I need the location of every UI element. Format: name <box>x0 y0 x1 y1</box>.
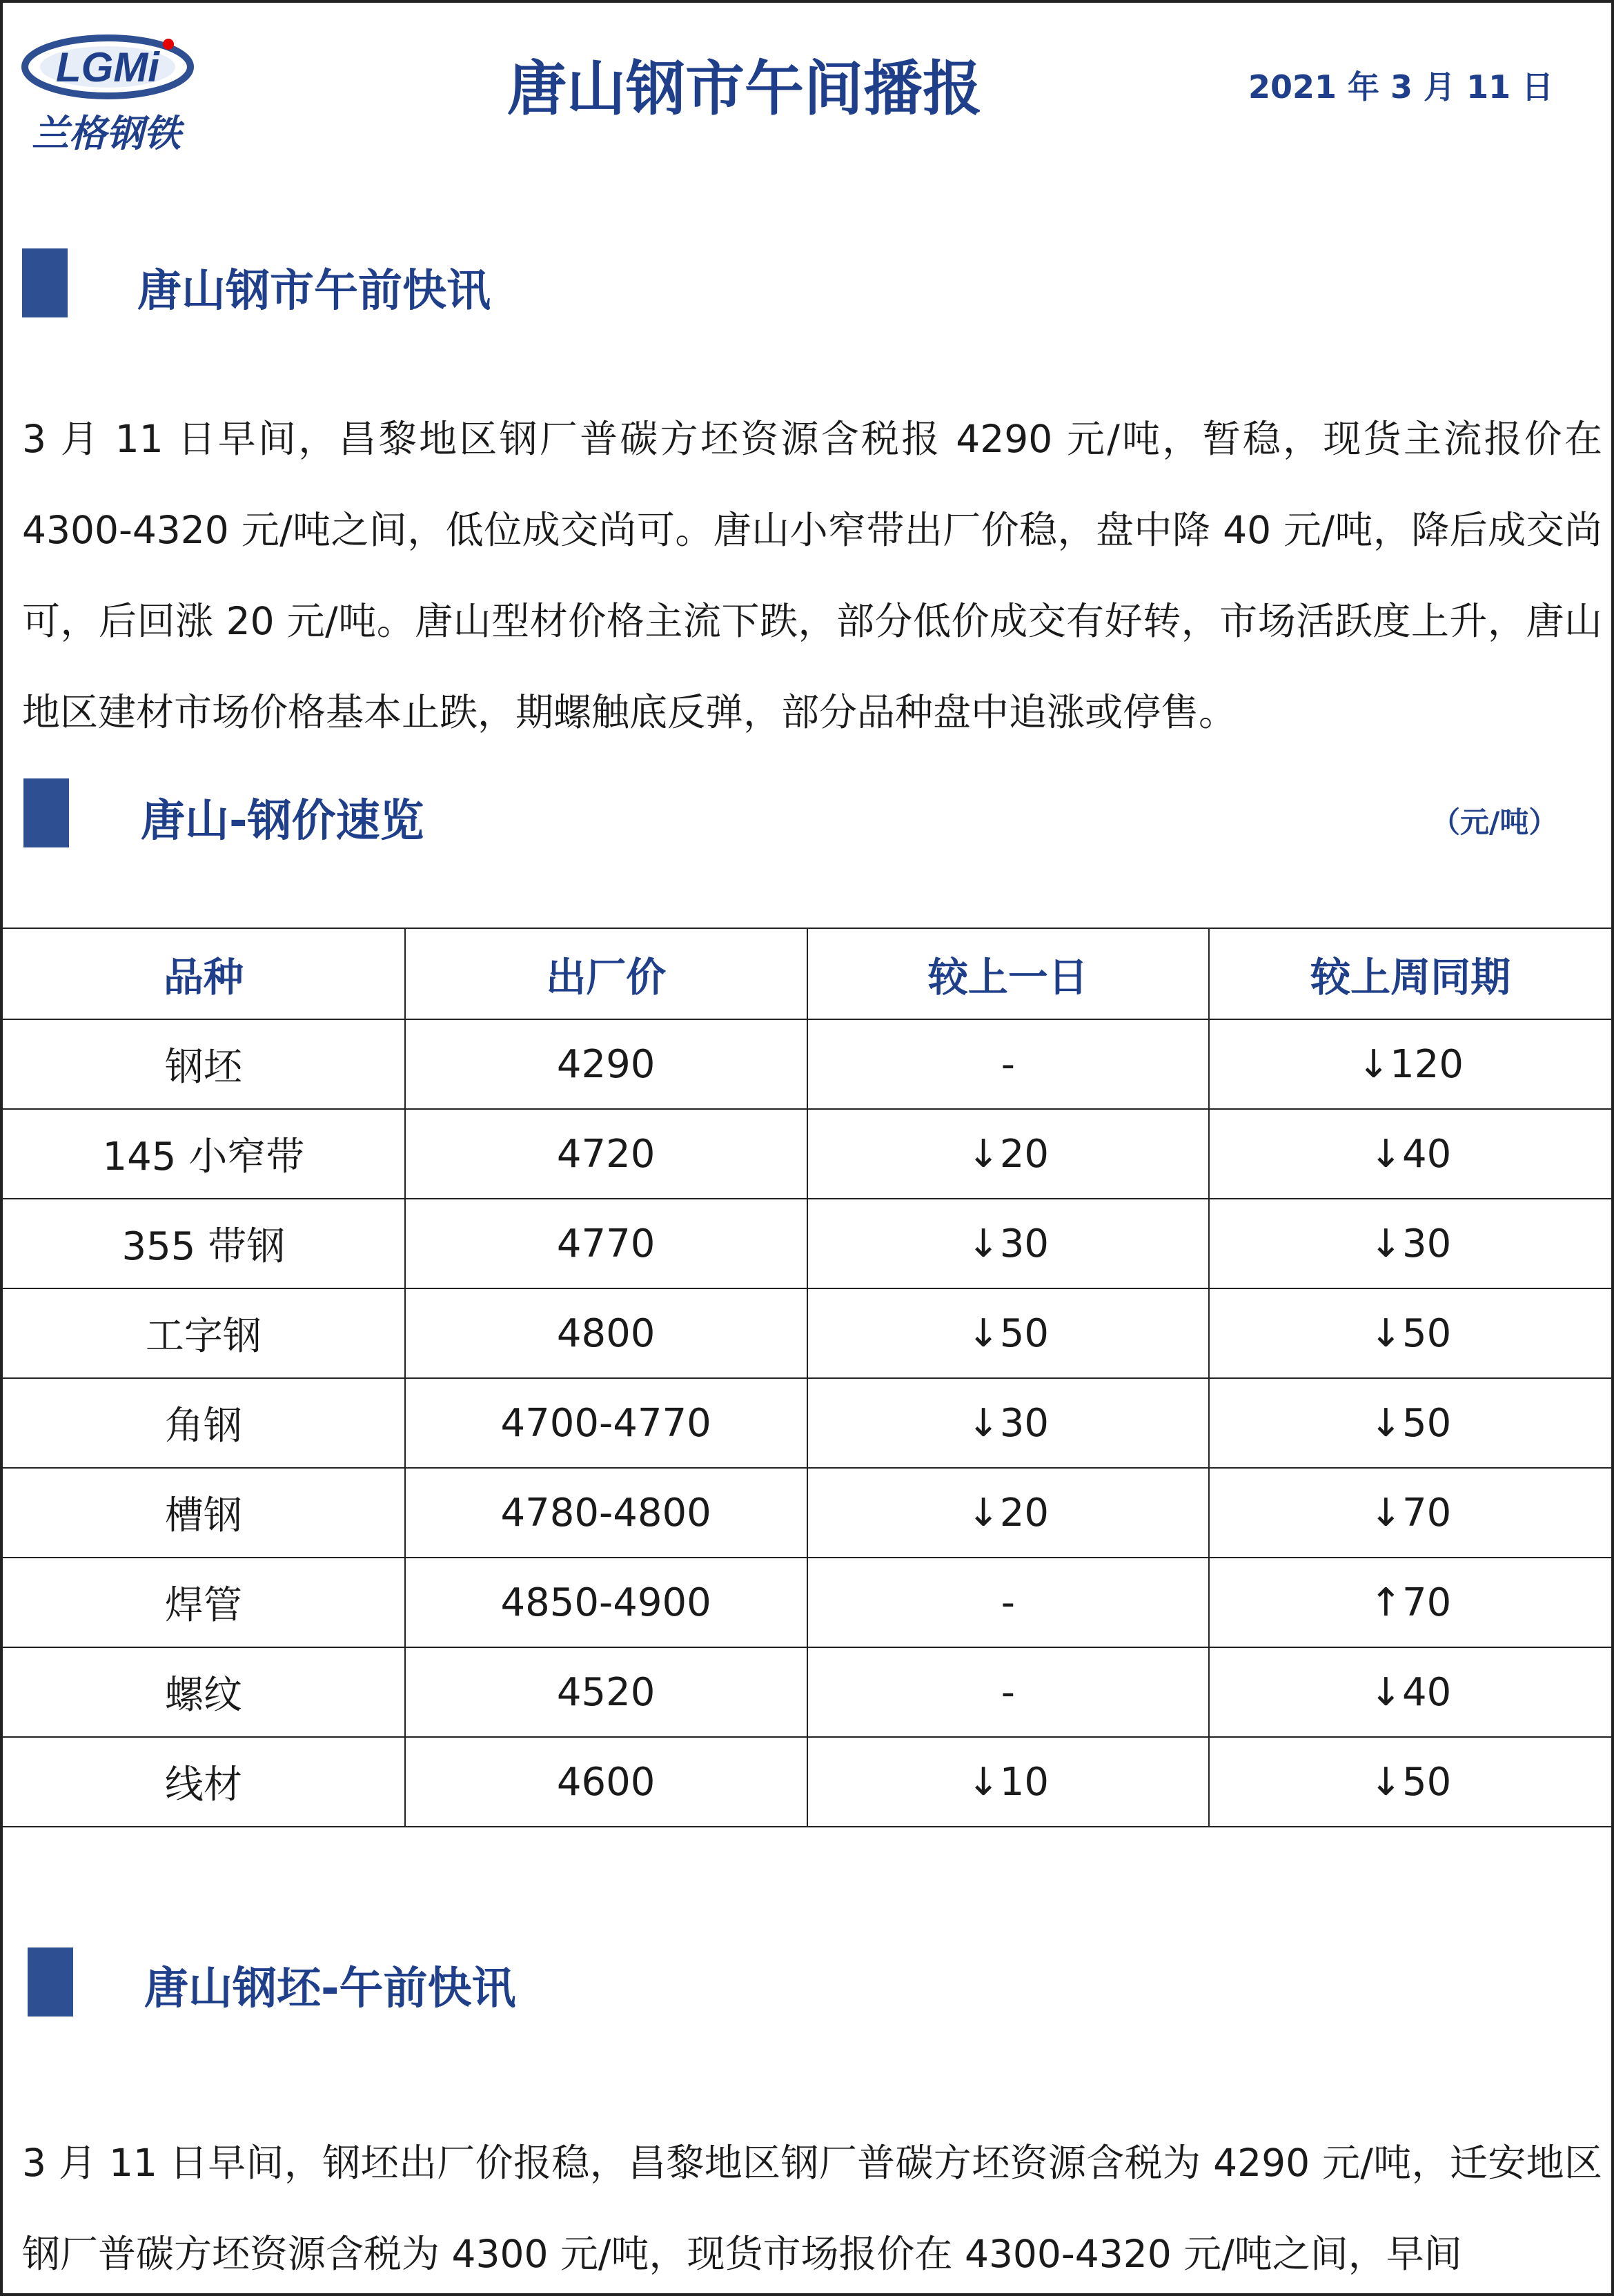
table-row <box>3 1737 1611 1827</box>
morning-news-paragraph: 3 月 11 日早间，昌黎地区钢厂普碳方坯资源含税报 4290 元/吨，暂稳，现货主流报价在 4300-4320 元/吨之间，低位成交尚可。唐山小窄带出厂价稳，盘中降 40 元/吨，降后成交尚可，后回涨 20 元/吨。唐山型材价格主流下跌，部分低价成交有好转，市场活跃度上升，唐山地区建材市场价格基本止跌，期螺触底反弹，部分品种盘中追涨或停售。 <box>22 417 1602 734</box>
cell-price: 4720 <box>405 1109 807 1199</box>
column-header-week-change: 较上周同期 <box>1209 928 1611 1019</box>
report-date: 2021 年 3 月 11 日 <box>1248 68 1554 106</box>
cell-week-change: ↑70 <box>1209 1558 1611 1647</box>
table-row <box>3 1378 1611 1468</box>
cell-day-change: ↓30 <box>807 1378 1210 1468</box>
svg-text:兰格钢铁: 兰格钢铁 <box>32 112 181 155</box>
billet-news-paragraph: 3 月 11 日早间，钢坯出厂价报稳，昌黎地区钢厂普碳方坯资源含税为 4290 元/吨，迁安地区钢厂普碳方坯资源含税为 4300 元/吨，现货市场报价在 4300-4320 元/吨之间，早间 <box>22 2141 1602 2276</box>
cell-day-change: ↓20 <box>807 1468 1210 1558</box>
page-title: 唐山钢市午间播报 <box>507 55 982 124</box>
column-header-day-change: 较上一日 <box>807 928 1210 1019</box>
table-row <box>3 1019 1611 1109</box>
cell-price: 4850-4900 <box>405 1558 807 1647</box>
cell-day-change: ↓50 <box>807 1288 1210 1378</box>
cell-item: 工字钢 <box>3 1288 405 1378</box>
cell-week-change: ↓50 <box>1209 1288 1611 1378</box>
cell-day-change: ↓20 <box>807 1109 1210 1199</box>
cell-item: 线材 <box>3 1737 405 1827</box>
table-row <box>3 1558 1611 1647</box>
section-title-price-overview: 唐山-钢价速览 <box>141 796 424 847</box>
cell-item: 角钢 <box>3 1378 405 1468</box>
cell-item: 钢坯 <box>3 1019 405 1109</box>
cell-week-change: ↓40 <box>1209 1109 1611 1199</box>
cell-day-change: ↓30 <box>807 1199 1210 1288</box>
cell-item: 145 小窄带 <box>3 1109 405 1199</box>
cell-week-change: ↓50 <box>1209 1737 1611 1827</box>
cell-price: 4700-4770 <box>405 1378 807 1468</box>
table-header-row <box>3 928 1611 1019</box>
cell-week-change: ↓50 <box>1209 1378 1611 1468</box>
cell-price: 4800 <box>405 1288 807 1378</box>
section-title-morning-news: 唐山钢市午前快讯 <box>137 266 491 317</box>
table-row <box>3 1288 1611 1378</box>
table-row <box>3 1199 1611 1288</box>
cell-week-change: ↓70 <box>1209 1468 1611 1558</box>
section-title-billet-news: 唐山钢坯-午前快讯 <box>144 1963 516 2014</box>
cell-price: 4290 <box>405 1019 807 1109</box>
cell-price: 4600 <box>405 1737 807 1827</box>
cell-week-change: ↓120 <box>1209 1019 1611 1109</box>
cell-item: 焊管 <box>3 1558 405 1647</box>
table-row <box>3 1468 1611 1558</box>
cell-price: 4780-4800 <box>405 1468 807 1558</box>
column-header-item: 品种 <box>3 928 405 1019</box>
svg-text:LGMi: LGMi <box>56 44 159 90</box>
table-row <box>3 1647 1611 1737</box>
section-marker <box>23 778 69 847</box>
cell-day-change: ↓10 <box>807 1737 1210 1827</box>
cell-price: 4520 <box>405 1647 807 1737</box>
table-row <box>3 1109 1611 1199</box>
section-marker <box>28 1947 73 2017</box>
price-table <box>3 928 1611 1827</box>
price-unit-label: （元/吨） <box>1431 805 1558 839</box>
cell-item: 355 带钢 <box>3 1199 405 1288</box>
cell-week-change: ↓40 <box>1209 1647 1611 1737</box>
cell-price: 4770 <box>405 1199 807 1288</box>
section-marker <box>22 248 68 317</box>
cell-day-change: - <box>807 1558 1210 1647</box>
cell-item: 螺纹 <box>3 1647 405 1737</box>
cell-day-change: - <box>807 1019 1210 1109</box>
cell-item: 槽钢 <box>3 1468 405 1558</box>
cell-day-change: - <box>807 1647 1210 1737</box>
cell-week-change: ↓30 <box>1209 1199 1611 1288</box>
price-table-body <box>3 1019 1611 1827</box>
column-header-price: 出厂价 <box>405 928 807 1019</box>
